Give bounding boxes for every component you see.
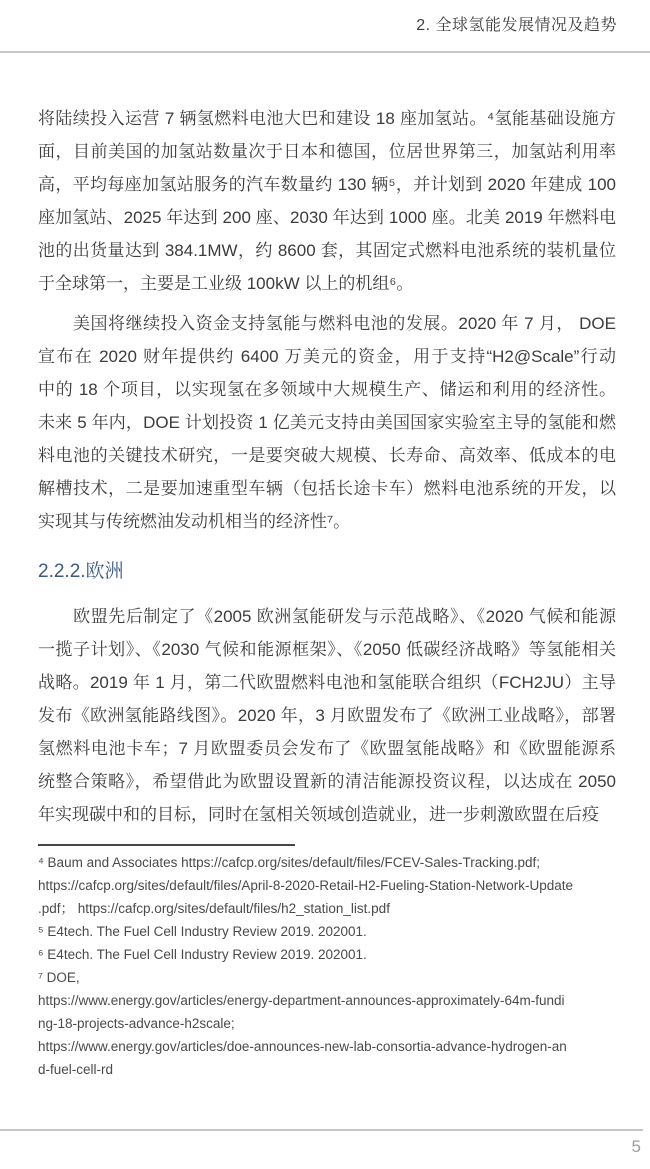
- header-divider-line: [0, 51, 650, 53]
- text-line: 中的 18 个项目，以实现氢在多领域中大规模生产、储运和利用的经济性。: [38, 380, 616, 399]
- text-line: 一揽子计划》、《2030 气候和能源框架》、《2050 低碳经济战略》等氢能相关: [38, 640, 616, 659]
- text-line: https://www.energy.gov/articles/energy-department-announces-approximately-64m-fundi: [38, 993, 565, 1008]
- text-line: 战略。2019 年 1 月，第二代欧盟燃料电池和氢能联合组织（FCH2JU）主导: [38, 673, 616, 692]
- text-line: 发布《欧洲氢能路线图》。2020 年，3 月欧盟发布了《欧洲工业战略》，部署: [38, 706, 616, 725]
- text-line: ⁴ Baum and Associates https://cafcp.org/sites/default/files/FCEV-Sales-Tracking.pdf;: [38, 855, 541, 870]
- paragraph-eu-strategies: [38, 600, 616, 831]
- text-line: 高，平均每座加氢站服务的汽车数量约 130 辆⁵，并计划到 2020 年建成 100: [38, 175, 616, 194]
- text-line: 宣布在 2020 财年提供约 6400 万美元的资金，用于支持“H2@Scale”行动: [38, 347, 616, 366]
- text-line: 面，目前美国的加氢站数量次于日本和德国，位居世界第三，加氢站利用率: [38, 142, 616, 161]
- footnote-5: [38, 920, 626, 943]
- text-line: 年实现碳中和的目标，同时在氢相关领域创造就业，进一步刺激欧盟在后疫: [38, 805, 599, 824]
- text-line: .pdf； https://cafcp.org/sites/default/files/h2_station_list.pdf: [38, 901, 390, 916]
- paragraph-us-funding: [38, 307, 616, 538]
- text-line: d-fuel-cell-rd: [38, 1062, 114, 1077]
- footer-divider-line: [0, 1129, 643, 1131]
- text-line: 将陆续投入运营 7 辆氢燃料电池大巴和建设 18 座加氢站。⁴氢能基础设施方: [38, 109, 616, 128]
- text-line: 座加氢站、2025 年达到 200 座、2030 年达到 1000 座。北美 2019 年燃料电: [38, 208, 616, 227]
- text-line: 解槽技术，二是要加速重型车辆（包括长途卡车）燃料电池系统的开发，以: [38, 479, 616, 498]
- paragraph-us-stations: [38, 102, 616, 300]
- text-line: 料电池的关键技术研究，一是要突破大规模、长寿命、高效率、低成本的电: [38, 446, 616, 465]
- text-line: ⁶ E4tech. The Fuel Cell Industry Review 2019. 202001.: [38, 947, 367, 962]
- text-line: 实现其与传统燃油发动机相当的经济性⁷。: [38, 512, 351, 531]
- page-number: 5: [631, 1137, 641, 1156]
- footnotes-block: [38, 851, 626, 1081]
- text-line: 统整合策略》，希望借此为欧盟设置新的清洁能源投资议程，以达成在 2050: [38, 772, 616, 791]
- section-heading-europe: 2.2.2.欧洲: [38, 561, 124, 582]
- footnote-6: [38, 943, 626, 966]
- footnote-separator-line: [38, 844, 295, 846]
- text-line: ⁵ E4tech. The Fuel Cell Industry Review 2019. 202001.: [38, 924, 367, 939]
- text-line: 于全球第一，主要是工业级 100kW 以上的机组⁶。: [38, 274, 414, 293]
- running-header-title: 2. 全球氢能发展情况及趋势: [416, 17, 617, 34]
- text-line: 氢燃料电池卡车；7 月欧盟委员会发布了《欧盟氢能战略》和《欧盟能源系: [38, 739, 616, 758]
- text-line: 欧盟先后制定了《2005 欧洲氢能研发与示范战略》、《2020 气候和能源: [38, 607, 616, 626]
- text-line: ng-18-projects-advance-h2scale;: [38, 1016, 235, 1031]
- text-line: ⁷ DOE,: [38, 970, 80, 985]
- text-line: https://cafcp.org/sites/default/files/April-8-2020-Retail-H2-Fueling-Station-Network-Update: [38, 878, 573, 893]
- text-line: https://www.energy.gov/articles/doe-announces-new-lab-consortia-advance-hydrogen-an: [38, 1039, 567, 1054]
- footnote-7: [38, 966, 626, 1081]
- text-line: 美国将继续投入资金支持氢能与燃料电池的发展。2020 年 7 月， DOE: [38, 314, 616, 333]
- footnote-4: [38, 851, 626, 920]
- text-line: 池的出货量达到 384.1MW，约 8600 套，其固定式燃料电池系统的装机量位: [38, 241, 616, 260]
- page-body: [38, 102, 616, 831]
- text-line: 未来 5 年内，DOE 计划投资 1 亿美元支持由美国国家实验室主导的氢能和燃: [38, 413, 616, 432]
